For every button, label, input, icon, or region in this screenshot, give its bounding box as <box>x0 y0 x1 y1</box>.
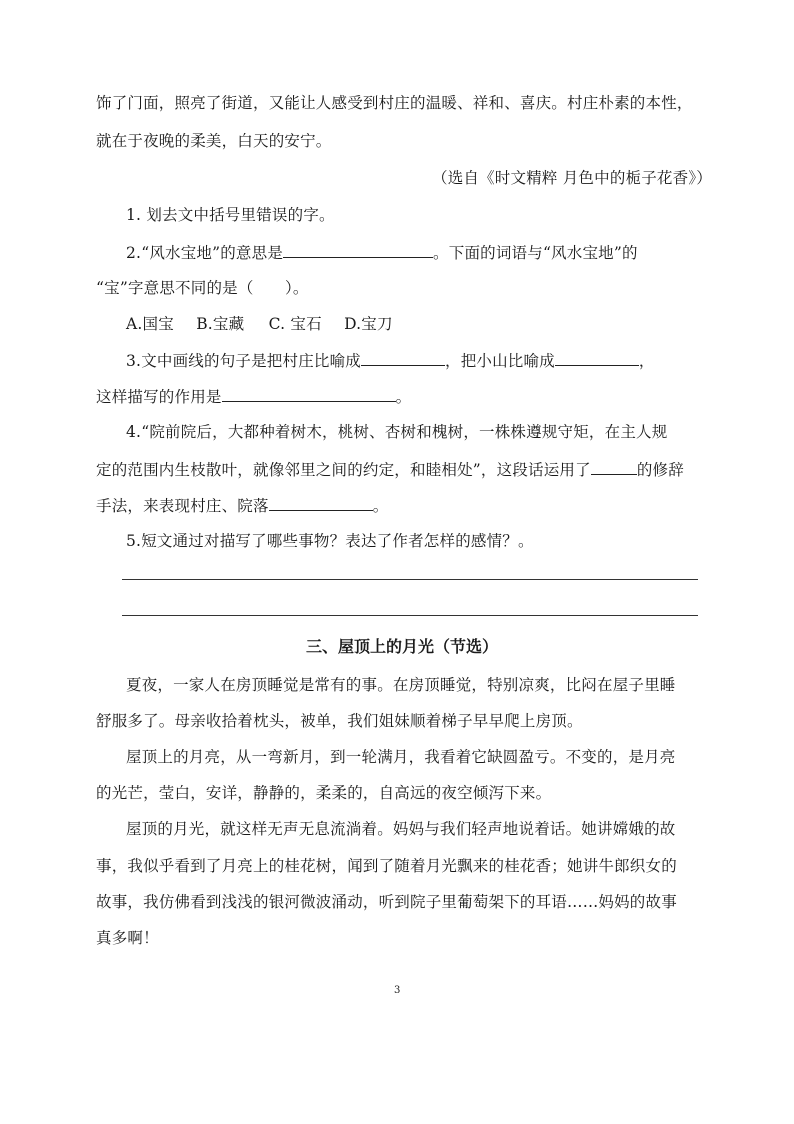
question-2-options <box>126 313 393 335</box>
passage-source: （选自《时文精粹 月色中的栀子花香》） <box>432 169 712 187</box>
question-4-text: 的修辞 <box>636 461 684 479</box>
answer-line[interactable] <box>122 615 698 616</box>
option-b: B.宝藏 <box>196 315 245 333</box>
question-4-text: 手法，来表现村庄、院落 <box>96 497 269 515</box>
question-4-continued <box>96 458 684 481</box>
question-4-text: 定的范围内生枝散叶，就像邻里之间的约定，和睦相处”，这段话运用了 <box>96 461 591 479</box>
paragraph-line: 故事，我仿佛看到浅浅的银河微波涌动，听到院子里葡萄架下的耳语……妈妈的故事 <box>96 893 677 911</box>
question-4-text: 。 <box>372 497 389 515</box>
paragraph-line: 夏夜，一家人在房顶睡觉是常有的事。在房顶睡觉，特别凉爽，比闷在屋子里睡 <box>126 676 676 694</box>
option-d: D.宝刀 <box>344 315 393 333</box>
question-1: 1. 划去文中括号里错误的字。 <box>126 206 335 224</box>
paragraph-line: 舒服多了。母亲收拾着枕头，被单，我们姐妹顺着梯子早早爬上房顶。 <box>96 712 583 730</box>
question-3-text: 这样描写的作用是 <box>96 388 222 406</box>
answer-blank[interactable] <box>283 241 433 258</box>
answer-blank[interactable] <box>269 494 373 511</box>
section-title: 三、屋顶上的月光（节选） <box>306 637 499 656</box>
question-3-text: 3.文中画线的句子是把村庄比喻成 <box>126 352 361 370</box>
question-3-text: ，把小山比喻成 <box>445 352 555 370</box>
paragraph-line: 的光芒，莹白，安详，静静的，柔柔的，自高远的夜空倾泻下来。 <box>96 784 552 802</box>
question-3-text: ， <box>638 352 655 370</box>
answer-blank[interactable] <box>591 458 637 475</box>
passage-line: 就在于夜晚的柔美，白天的安宁。 <box>96 132 332 150</box>
question-2-text: 。下面的词语与“风水宝地”的 <box>433 244 638 262</box>
question-3 <box>126 349 655 372</box>
paragraph-line: 屋顶的月光，就这样无声无息流淌着。妈妈与我们轻声地说着话。她讲嫦娥的故 <box>126 820 676 838</box>
question-2-continued: “宝”字意思不同的是（ ）。 <box>96 279 309 297</box>
answer-blank[interactable] <box>222 385 396 402</box>
page-number: 3 <box>394 985 401 996</box>
question-4: 4.“院前院后，大都种着树木，桃树、杏树和槐树，一株株遵规守矩，在主人规 <box>126 423 668 441</box>
question-4-continued <box>96 494 388 517</box>
answer-blank[interactable] <box>361 349 445 366</box>
option-c: C. 宝石 <box>268 315 322 333</box>
question-3-text: 。 <box>395 388 412 406</box>
answer-blank[interactable] <box>555 349 639 366</box>
option-a: A.国宝 <box>126 315 174 333</box>
answer-line[interactable] <box>122 579 698 580</box>
paragraph-line: 真多啊！ <box>96 929 159 947</box>
paragraph-line: 屋顶上的月亮，从一弯新月，到一轮满月，我看着它缺圆盈亏。不变的，是月亮 <box>126 748 676 766</box>
paragraph-line: 事，我似乎看到了月亮上的桂花树，闻到了随着月光飘来的桂花香；她讲牛郎织女的 <box>96 857 677 875</box>
question-5: 5.短文通过对描写了哪些事物？表达了作者怎样的感情？。 <box>126 532 534 550</box>
passage-line: 饰了门面，照亮了街道，又能让人感受到村庄的温暖、祥和、喜庆。村庄朴素的本性， <box>96 94 693 112</box>
question-2-text: 2.“风水宝地”的意思是 <box>126 244 284 262</box>
question-3-continued <box>96 385 411 408</box>
question-2 <box>126 241 638 264</box>
